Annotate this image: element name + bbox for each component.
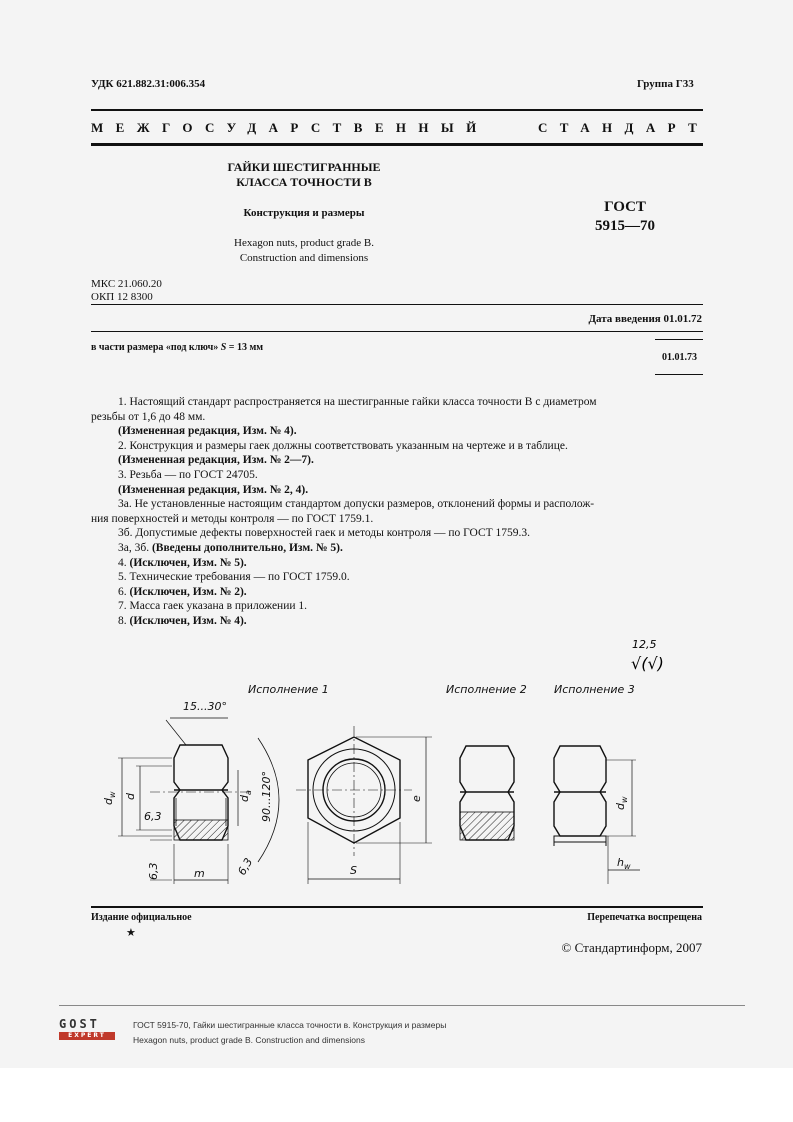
subtitle: Конструкция и размеры	[243, 207, 365, 219]
para-6	[91, 585, 701, 600]
para-4	[91, 556, 701, 571]
para-8-prefix: 8.	[118, 614, 130, 627]
para-3a-cont: ния поверхностей и методы контроля — по ГОСТ 1759.1.	[91, 512, 374, 525]
gost-expert-logo	[59, 1018, 115, 1040]
title-ru-line1: ГАЙКИ ШЕСТИГРАННЫЕ	[227, 160, 381, 174]
para-3b: 3б. Допустимые дефекты поверхностей гаек и методы контроля — по ГОСТ 1759.3.	[118, 527, 531, 540]
date2: 01.01.73	[662, 352, 697, 363]
group-code: Группа Г33	[637, 78, 694, 90]
dim-da-sub: a	[244, 790, 253, 796]
variant2-label: Исполнение 2	[446, 683, 527, 696]
angle-label-2: 90...120°	[260, 771, 273, 822]
dim-m-label: m	[194, 867, 205, 880]
para-1-cont: резьбы от 1,6 до 48 мм.	[91, 410, 206, 423]
dim-e-label: e	[410, 795, 423, 802]
logo-bottom-text: EXPERT	[59, 1032, 115, 1040]
edition-label: Издание официальное	[91, 912, 192, 923]
title-en-line2: Construction and dimensions	[239, 252, 369, 264]
roughness-value: 12,5	[632, 638, 657, 651]
para-8	[91, 614, 701, 629]
roughness-symbol: √(√)	[631, 654, 664, 673]
rule-intro	[91, 304, 703, 305]
para-2: 2. Конструкция и размеры гаек должны соответствовать указанным на чертеже и в таблице.	[118, 439, 568, 452]
para-3ab-prefix: 3а, 3б.	[118, 541, 152, 554]
dim-d-label: d	[124, 793, 137, 800]
gost-label: ГОСТ	[604, 199, 646, 215]
title-ru-line2: КЛАССА ТОЧНОСТИ В	[236, 175, 372, 189]
size-note-suffix: = 13 мм	[226, 342, 264, 353]
para-3ab	[91, 541, 701, 556]
okp-code: ОКП 12 8300	[91, 291, 153, 303]
dim-dw3-main: d	[614, 803, 627, 810]
logo-top-text: GOST	[59, 1017, 100, 1031]
reprint-label: Перепечатка воспрещена	[587, 912, 702, 923]
gost-code: 5915—70	[595, 218, 655, 234]
para-5: 5. Технические требования — по ГОСТ 1759.0.	[118, 571, 350, 584]
para-6-prefix: 6.	[118, 585, 130, 598]
bottom-rule	[59, 1005, 745, 1006]
para-4-mod: (Исключен, Изм. № 5).	[129, 556, 247, 569]
footer-info-line2: Hexagon nuts, product grade B. Construction and dimensions	[133, 1035, 365, 1045]
size-note-prefix: в части размера «под ключ»	[91, 342, 221, 353]
page-margin	[0, 1068, 793, 1122]
para-3a: 3а. Не установленные настоящим стандартом допуски размеров, отклонений формы и располож-	[118, 498, 595, 511]
variant1-label: Исполнение 1	[248, 683, 329, 696]
title-block	[180, 160, 428, 266]
dim-hw-main: h	[617, 856, 624, 869]
dim-da-main: d	[238, 795, 251, 802]
title-en	[180, 236, 428, 266]
dim-63-a: 6,3	[144, 810, 162, 823]
date2-rule-top	[655, 339, 703, 340]
para-6-mod: (Исключен, Изм. № 2).	[129, 585, 247, 598]
title-en-line1: Hexagon nuts, product grade B.	[234, 237, 374, 249]
star-icon: ★	[126, 927, 136, 939]
dim-63-c: 6,3	[235, 855, 256, 878]
footer-info-line1: ГОСТ 5915-70, Гайки шестигранные класса точности в. Конструкция и размеры	[133, 1020, 447, 1030]
variant3-label: Исполнение 3	[554, 683, 635, 696]
body-text	[91, 395, 701, 629]
standard-label-2: СТАНДАРТ	[538, 120, 710, 135]
header-rule-bottom	[91, 143, 703, 146]
dim-dw-sub: w	[108, 791, 117, 799]
standard-label-1: МЕЖГОСУДАРСТВЕННЫЙ	[91, 120, 489, 135]
mks-code: МКС 21.060.20	[91, 278, 162, 290]
para-1-mod: (Измененная редакция, Изм. № 4).	[118, 425, 297, 438]
footer-info	[133, 1018, 446, 1048]
para-3ab-mod: (Введены дополнительно, Изм. № 5).	[151, 541, 343, 554]
dim-63-b: 6,3	[147, 862, 160, 880]
footer-rule	[91, 906, 703, 908]
para-8-mod: (Исключен, Изм. № 4).	[129, 614, 247, 627]
header-rule-top	[91, 109, 703, 111]
date2-rule-bottom	[655, 374, 703, 375]
udk-code: УДК 621.882.31:006.354	[91, 78, 206, 90]
size-note-var: S	[220, 342, 227, 353]
size-note	[91, 342, 263, 353]
angle-label-1: 15...30°	[183, 700, 227, 713]
dim-dw-main: d	[102, 798, 115, 805]
copyright: © Стандартинформ, 2007	[561, 940, 702, 955]
para-1: 1. Настоящий стандарт распространяется на шестигранные гайки класса точности В с диаметром	[118, 396, 597, 408]
para-4-prefix: 4.	[118, 556, 130, 569]
intro-date: Дата введения 01.01.72	[588, 313, 702, 325]
dim-s-label: S	[350, 864, 357, 877]
dim-hw-sub: w	[623, 862, 631, 871]
para-3-mod: (Измененная редакция, Изм. № 2, 4).	[118, 483, 309, 496]
para-7: 7. Масса гаек указана в приложении 1.	[118, 600, 308, 613]
rule-intro-bottom	[91, 331, 703, 332]
para-2-mod: (Измененная редакция, Изм. № 2—7).	[118, 454, 314, 467]
gost-number	[560, 198, 690, 236]
classification-codes	[91, 278, 162, 304]
para-3: 3. Резьба — по ГОСТ 24705.	[118, 468, 258, 481]
dim-dw3-sub: w	[620, 796, 629, 804]
